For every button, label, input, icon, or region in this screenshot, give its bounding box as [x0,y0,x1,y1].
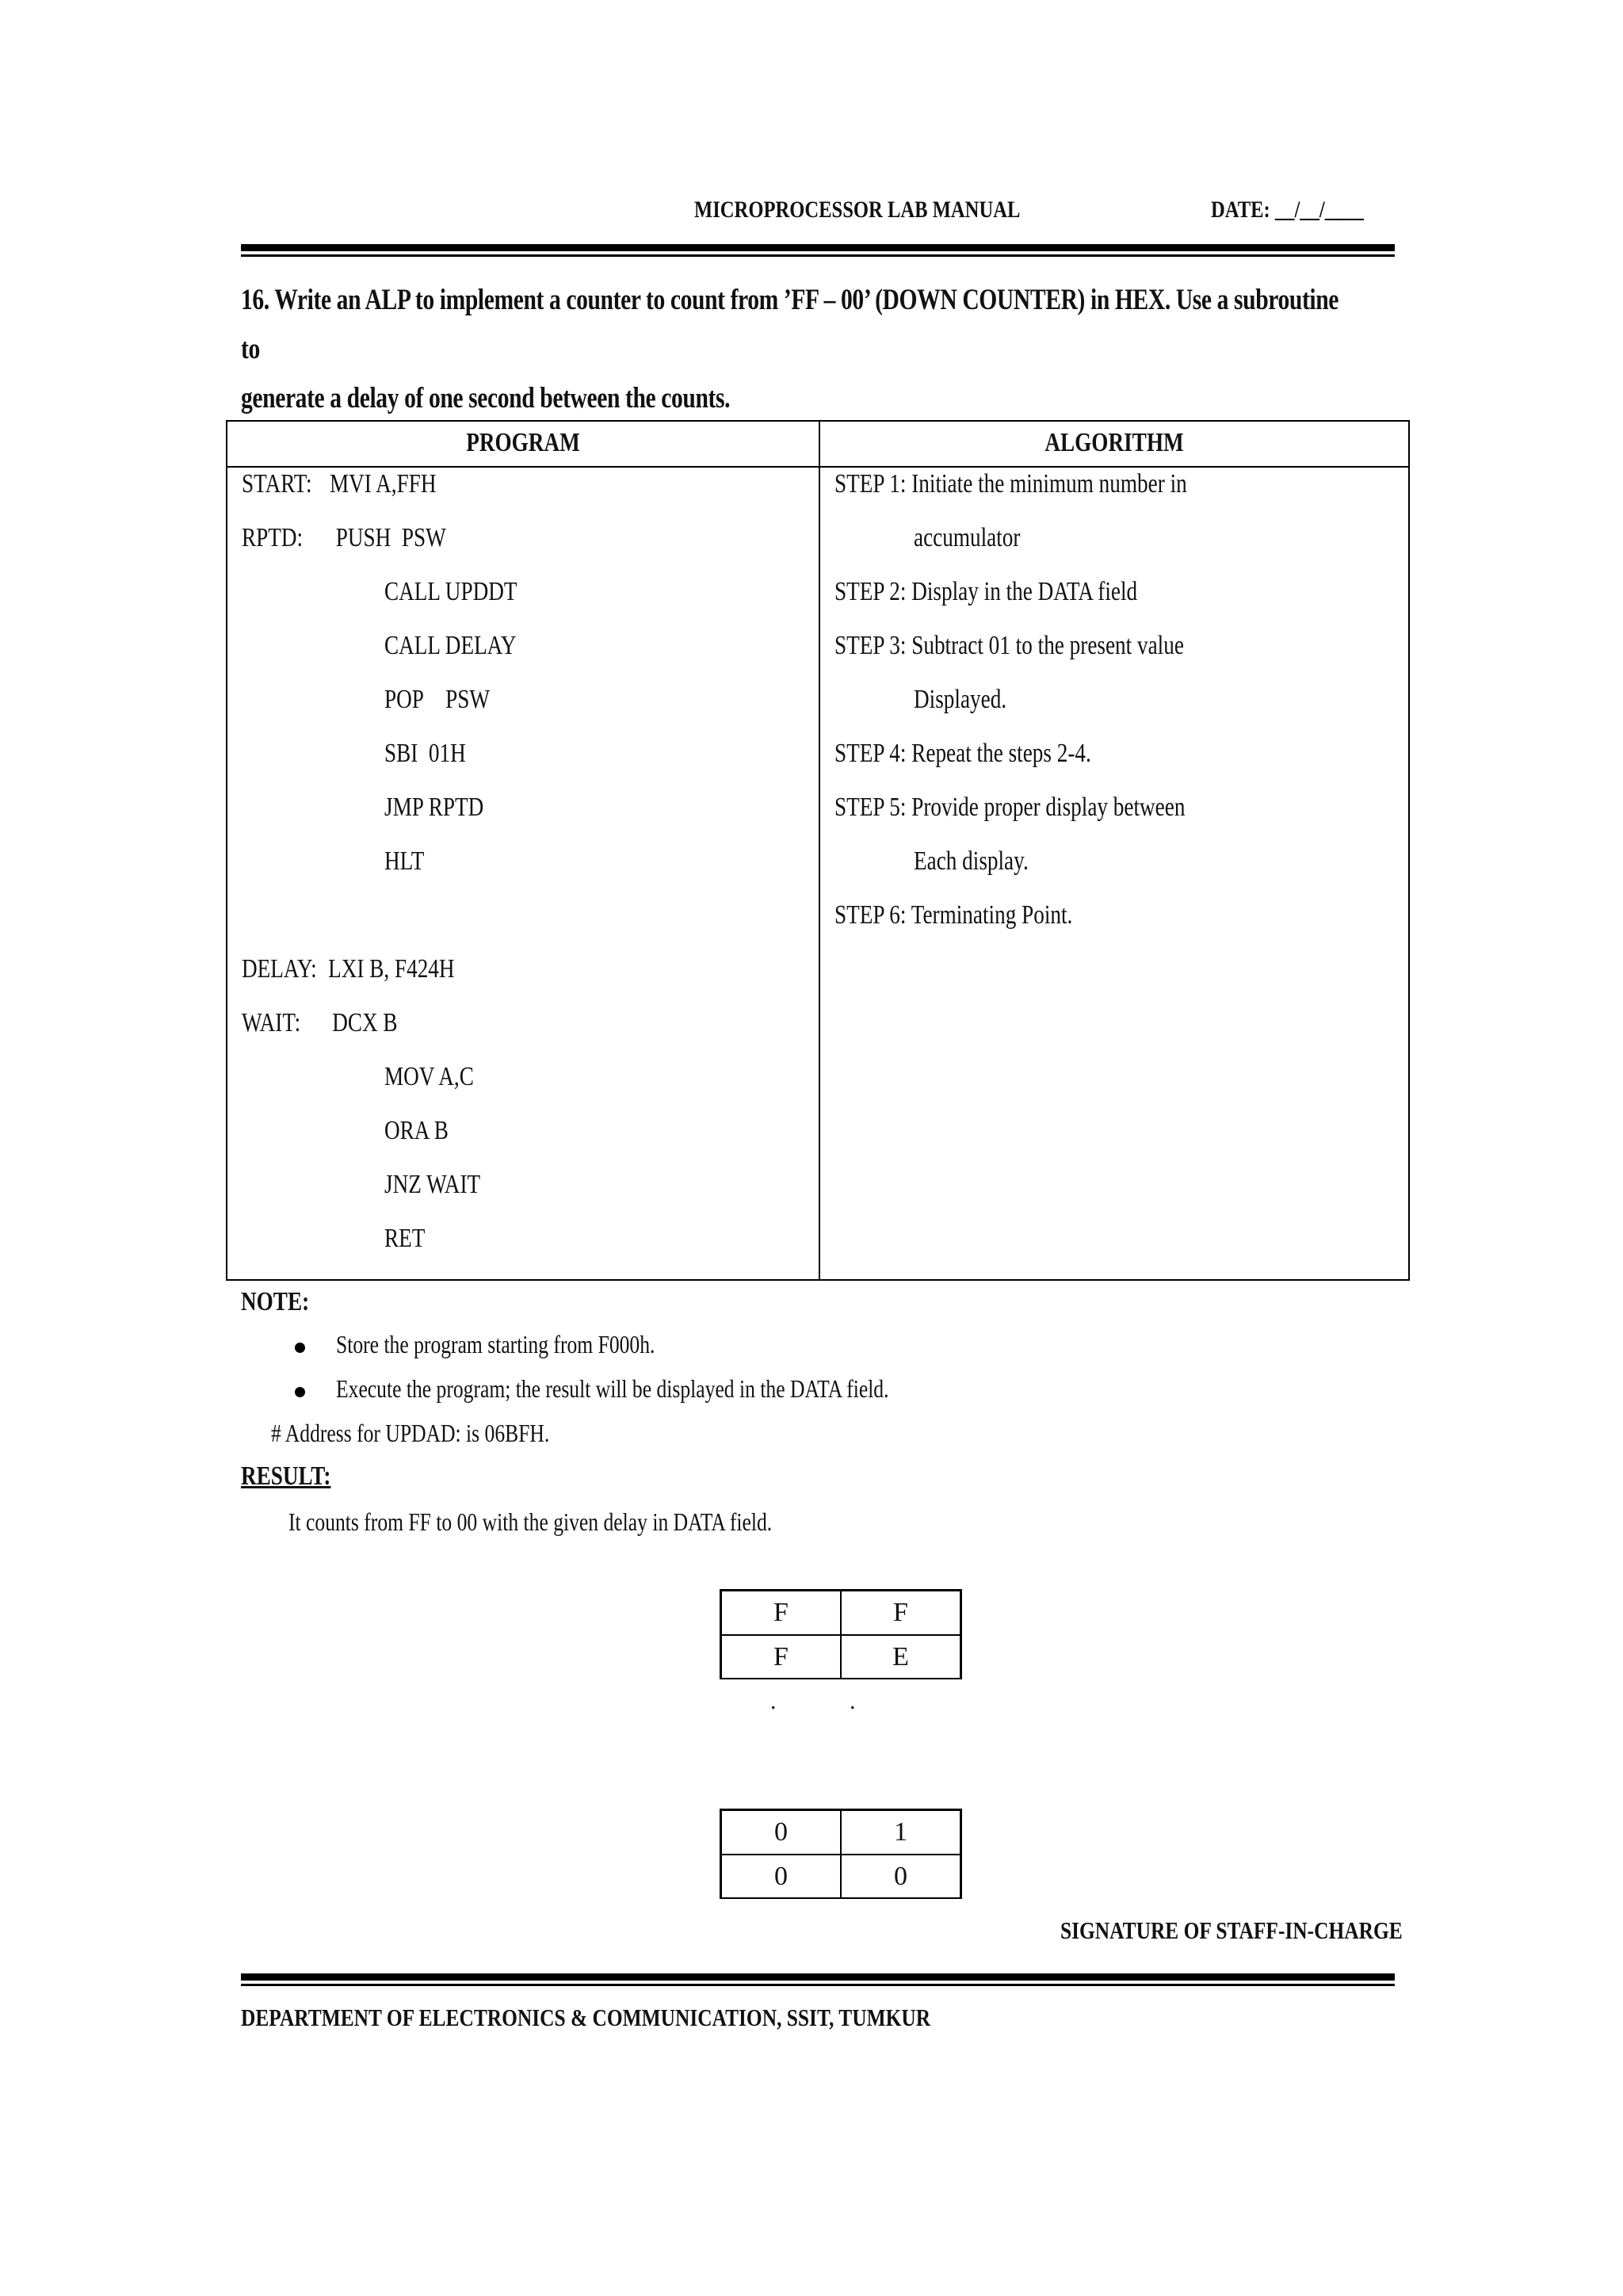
footer-rule-thin [241,1984,1395,1986]
program-line: JNZ WAIT [384,1170,481,1199]
grid-cell: E [841,1635,960,1679]
result-grid-bottom [720,1809,962,1899]
grid-cell: 0 [721,1810,841,1855]
header-rule-thin [241,254,1395,257]
algorithm-line: accumulator [914,523,1021,552]
algorithm-line: STEP 4: Repeat the steps 2-4. [834,739,1091,768]
algorithm-line: STEP 1: Initiate the minimum number in [834,469,1187,499]
program-line: SBI 01H [384,739,466,768]
label-delay: DELAY: [242,954,317,984]
department-footer: DEPARTMENT OF ELECTRONICS & COMMUNICATION, SSIT, TUMKUR [241,2004,931,2031]
algorithm-line: Each display. [914,846,1029,876]
manual-title: MICROPROCESSOR LAB MANUAL [694,197,1021,223]
algorithm-line: STEP 6: Terminating Point. [834,900,1073,930]
result-text: It counts from FF to 00 with the given delay in DATA field. [288,1507,773,1536]
algorithm-line: Displayed. [914,685,1007,714]
result-heading: RESULT: [241,1461,331,1491]
algorithm-line: STEP 5: Provide proper display between [834,793,1186,822]
table-header-divider [227,466,1408,468]
algorithm-line: STEP 2: Display in the DATA field [834,577,1138,606]
footer-rule-thick [241,1973,1395,1981]
program-line: RET [384,1224,426,1253]
note-heading: NOTE: [241,1287,310,1316]
question-line-1: 16. Write an ALP to implement a counter to count from ’FF – 00’ (DOWN COUNTER) in HEX. Use a subroutine to [241,284,1339,365]
date-field: DATE: __/__/____ [1211,197,1364,223]
program-line: HLT [384,846,425,876]
header-rule-thick [241,244,1395,251]
program-line [242,469,436,499]
signature-label: SIGNATURE OF STAFF-IN-CHARGE [1060,1916,1403,1944]
program-line: CALL UPDDT [384,577,517,606]
program-heading: PROGRAM [466,428,580,457]
instr-push: PUSH PSW [335,523,446,552]
program-line: ORA B [384,1116,449,1145]
ellipsis-dot: . [770,1688,777,1714]
grid-cell: F [721,1635,841,1679]
ellipsis-dot: . [850,1688,856,1714]
instr-lxi: LXI B, F424H [328,954,455,984]
grid-cell: F [721,1591,841,1635]
question-text [241,276,1350,423]
program-line: MOV A,C [384,1062,474,1091]
note-bullet-1: Store the program starting from F000h. [336,1330,655,1358]
program-line: POP PSW [384,685,491,714]
program-line [242,523,446,553]
program-line [242,1008,398,1038]
bullet-icon [295,1387,305,1397]
table-column-divider [819,422,820,1279]
program-algorithm-table [226,420,1410,1281]
label-rptd: RPTD: [242,523,304,552]
note-address: # Address for UPDAD: is 06BFH. [271,1419,550,1447]
instr-mvi: MVI A,FFH [329,469,437,499]
algorithm-heading: ALGORITHM [1044,428,1184,457]
bullet-icon [295,1343,305,1353]
question-line-2: generate a delay of one second between the counts. [241,382,731,415]
grid-cell: 0 [841,1855,960,1899]
note-bullet-2: Execute the program; the result will be displayed in the DATA field. [336,1374,889,1403]
program-line [242,954,455,984]
label-wait: WAIT: [242,1008,301,1037]
algorithm-line: STEP 3: Subtract 01 to the present value [834,631,1184,660]
grid-cell: 0 [721,1855,841,1899]
program-line: CALL DELAY [384,631,517,660]
program-line: JMP RPTD [384,793,484,822]
grid-cell: 1 [841,1810,960,1855]
label-start: START: [242,469,312,499]
result-grid-top [720,1589,962,1679]
instr-dcx: DCX B [332,1008,398,1037]
grid-cell: F [841,1591,960,1635]
